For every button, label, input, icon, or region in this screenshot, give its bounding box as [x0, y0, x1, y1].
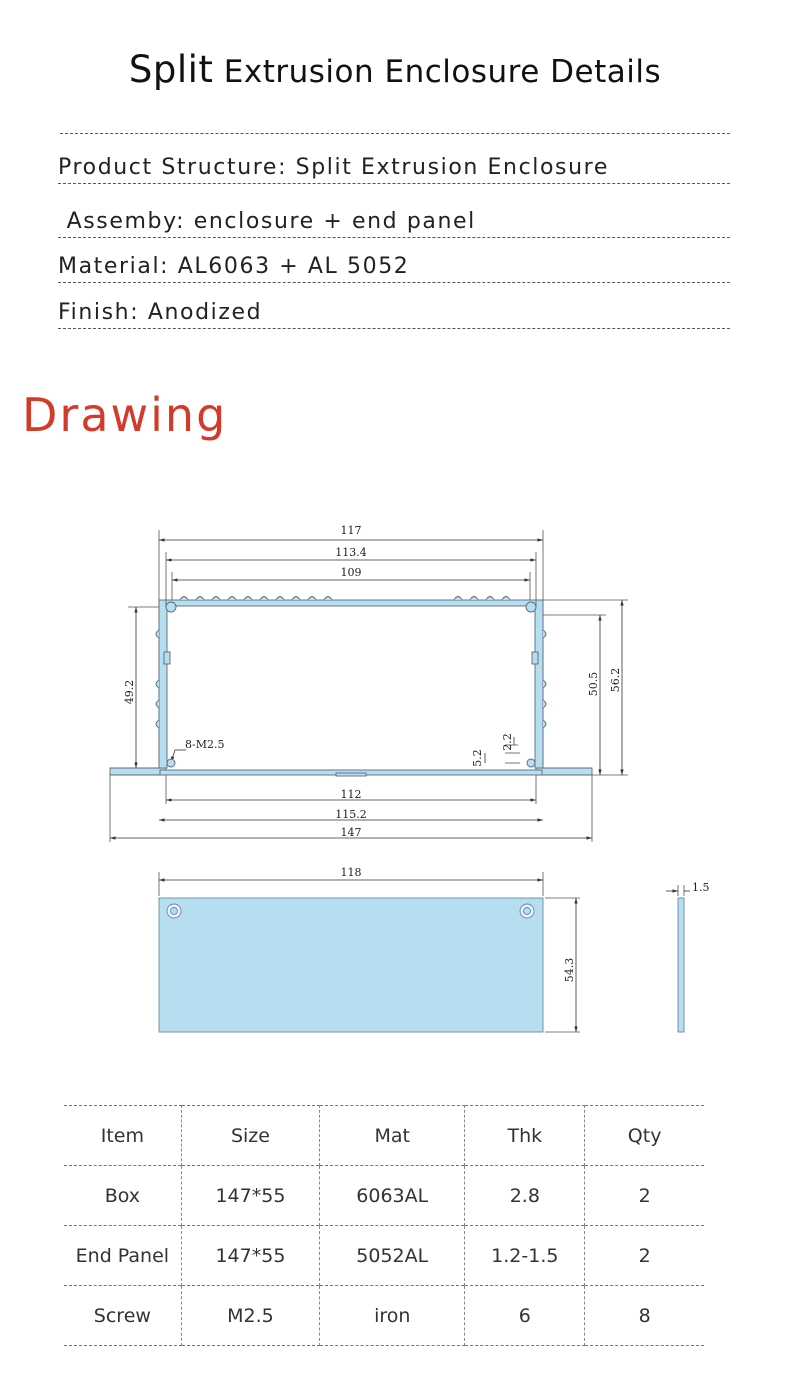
cell: 6 [465, 1286, 585, 1346]
dim-117: 117 [340, 524, 362, 537]
spec-assembly [58, 209, 730, 238]
title-rest: Extrusion Enclosure Details [223, 54, 662, 90]
spec-finish [58, 300, 730, 329]
spec-label: Product Structure: [58, 155, 288, 180]
title-emphasis: Split [128, 48, 214, 91]
header-mat: Mat [320, 1106, 465, 1166]
spec-value: Anodized [147, 300, 263, 325]
table-header-row [64, 1106, 704, 1166]
dim-1-5: 1.5 [692, 881, 710, 894]
cell: 6063AL [320, 1166, 465, 1226]
spec-label: Material: [58, 254, 170, 279]
header-thk: Thk [465, 1106, 585, 1166]
cell: 8 [585, 1286, 704, 1346]
cell: Screw [64, 1286, 181, 1346]
dim-5-2: 5.2 [471, 749, 484, 767]
table-row [64, 1226, 704, 1286]
cell: 147*55 [181, 1166, 319, 1226]
spec-value: enclosure + end panel [193, 209, 476, 234]
dim-147: 147 [340, 826, 362, 839]
cell: iron [320, 1286, 465, 1346]
dim-50-5: 50.5 [587, 671, 600, 697]
cell: 147*55 [181, 1226, 319, 1286]
dim-109: 109 [340, 566, 362, 579]
header-size: Size [181, 1106, 319, 1166]
cell: 5052AL [320, 1226, 465, 1286]
page-title [0, 48, 790, 91]
cell: Box [64, 1166, 181, 1226]
cell: 2 [585, 1166, 704, 1226]
bom-table [64, 1105, 704, 1346]
table-row [64, 1286, 704, 1346]
spec-label: Finish: [58, 300, 140, 325]
spec-structure [58, 155, 730, 184]
cell: M2.5 [181, 1286, 319, 1346]
dim-113: 113.4 [335, 546, 367, 559]
header-item: Item [64, 1106, 181, 1166]
header-qty: Qty [585, 1106, 704, 1166]
spec-divider [60, 133, 730, 134]
cell: 2.8 [465, 1166, 585, 1226]
spec-material [58, 254, 730, 283]
spec-value: Split Extrusion Enclosure [295, 155, 609, 180]
cell: 1.2-1.5 [465, 1226, 585, 1286]
spec-value: AL6063 + AL 5052 [177, 254, 410, 279]
dim-8-m2-5: 8-M2.5 [185, 738, 225, 751]
dim-115-2: 115.2 [335, 808, 367, 821]
dim-118: 118 [340, 866, 362, 879]
dim-2-2: 2.2 [501, 733, 514, 751]
cell: 2 [585, 1226, 704, 1286]
cell: End Panel [64, 1226, 181, 1286]
dim-49-2: 49.2 [123, 679, 136, 705]
technical-drawing [0, 500, 790, 1060]
spec-label: Assemby: [66, 209, 186, 234]
drawing-heading: Drawing [22, 388, 228, 442]
dim-56-2: 56.2 [609, 667, 622, 693]
table-row [64, 1166, 704, 1226]
dim-112: 112 [340, 788, 362, 801]
dim-54-3: 54.3 [563, 957, 576, 983]
